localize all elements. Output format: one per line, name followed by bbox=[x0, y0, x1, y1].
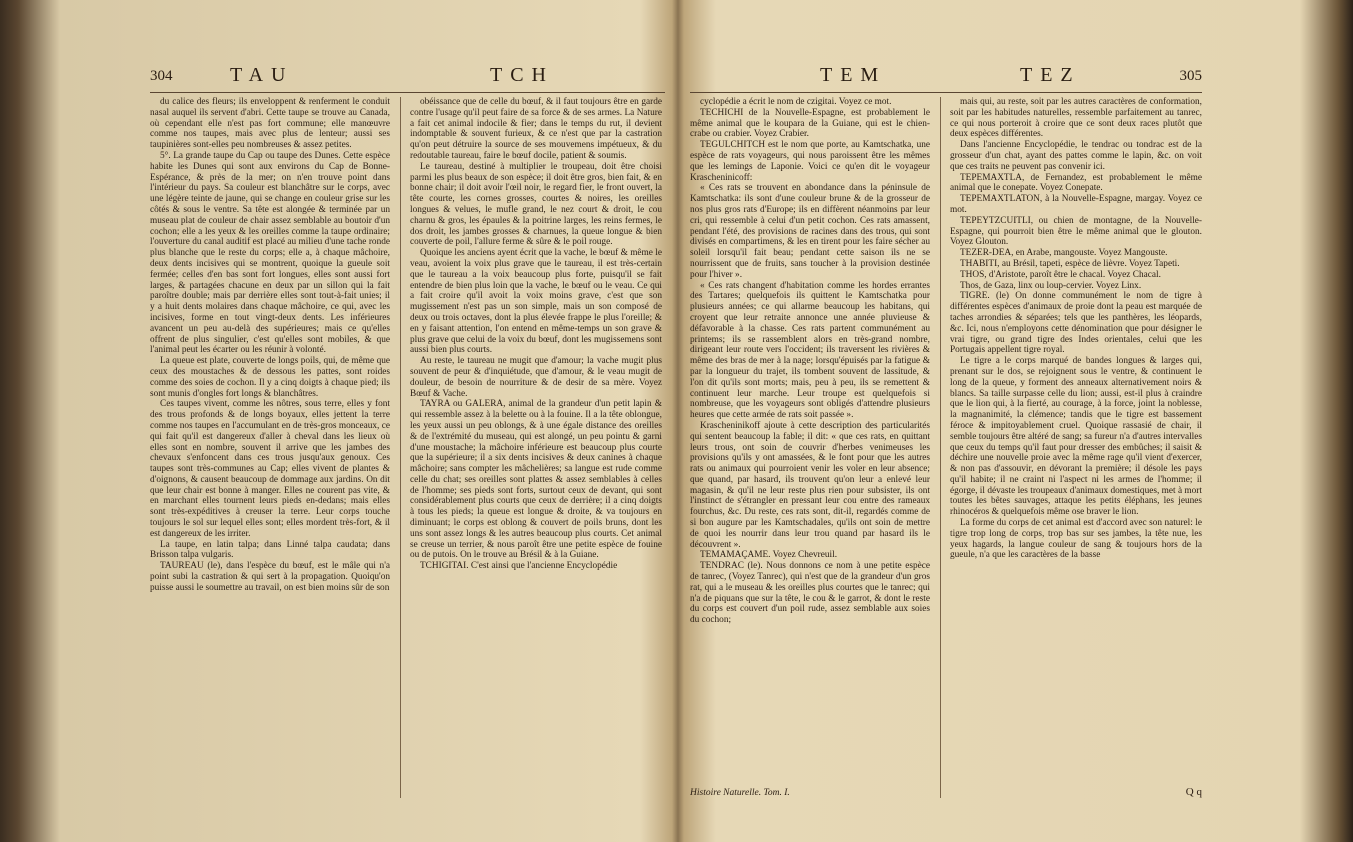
page-number: 304 bbox=[150, 68, 173, 84]
running-head bbox=[150, 64, 665, 90]
running-head bbox=[690, 64, 1202, 90]
paragraph: TAYRA ou GALERA, animal de la grandeur d'un petit lapin & qui ressemble assez à la belette ou à la fouine. Il a la tête oblongue, les yeux aussi un peu oblongs, & à une égale distance des oreilles & de l'extrémité du museau, qui est alongé, un peu pointu & garni d'une moustache; la mâchoire inférieure est beaucoup plus courte que la supérieure; il a six dents incisives & deux canines à chaque mâchoire; sans compter les mâchelières; sa langue est rude comme celle du chat; ses oreilles sont plattes & assez semblables à celles de l'homme; ses pieds sont forts, surtout ceux de devant, qui sont considérablement plus courts que ceux de derrière; il a cinq doigts à tous les pieds; la queue est longue & droite, & va toujours en diminuant; le corps est oblong & couvert de poils bruns, dont les uns sont assez longs & les autres beaucoup plus courts. Cet animal se creuse un terrier, & nous paroît être une petite espèce de fouine ou de putois. On le trouve au Brésil & à la Guiane. bbox=[410, 399, 662, 561]
paragraph: TECHICHI de la Nouvelle-Espagne, est probablement le même animal que le koupara de la Guiane, qui est le chien-crabe ou crabier. Voyez Crabier. bbox=[690, 107, 930, 140]
column-divider bbox=[400, 97, 401, 798]
signature-mark: Q q bbox=[1185, 786, 1202, 798]
right-page bbox=[690, 0, 1202, 842]
paragraph: « Ces rats changent d'habitation comme les hordes errantes des Tartares; quelquefois ils quittent le Kamtschatka pour plusieurs années; ce qui allarme beaucoup les habitans, qui croyent que leur retraite annonce une année pluvieuse & défavorable à la chasse. Ces rats partent communément au printems; ils se rassemblent alors en très-grand nombre, dirigeant leur route vers l'occident; ils traversent les rivières & même des bras de mer à la nage; lorsqu'épuisés par la fatigue & par la longueur du trajet, ils tombent souvent de lassitude, & l'on dit qu'ils sont morts; mais, peu à peu, ils se remettent & continuent leur marche. Leur troupe est quelquefois si nombreuse, que les voyageurs sont obligés d'attendre plusieurs heures que cette armée de rats soit passée ». bbox=[690, 280, 930, 421]
paragraph: TEPEYTZCUITLI, ou chien de montagne, de la Nouvelle-Espagne, qui pourroit bien être le même animal que le glouton. Voyez Glouton. bbox=[950, 215, 1202, 248]
column-left bbox=[690, 97, 930, 842]
paragraph: Le tigre a le corps marqué de bandes longues & larges qui, prenant sur le dos, se rejoignent sous le ventre, & continuent le long de la queue, y forment des anneaux alternativement noirs & blancs. Sa taille surpasse celle du lion; aussi, est-il plus à craindre que le lion qui, à la fierté, au courage, à la force, joint la noblesse, la magnanimité, la clémence; tandis que le tigre est bassement féroce & impitoyablement cruel. Quoique rassasié de chair, il semble toujours être altéré de sang; sa fureur n'a d'autres intervalles que ceux du temps qu'il faut pour dresser des embûches; il saisit & déchire une nouvelle proie avec la même rage qu'il vient d'exercer, & non pas d'assouvir, en dévorant la première; il désole les pays qu'il habite; il ne craint ni l'aspect ni les armes de l'homme; il égorge, il dévaste les troupeaux d'animaux domestiques, met à mort toutes les bêtes sauvages, attaque les petits éléphans, les jeunes rhinocéros & quelquefois même ose braver le lion. bbox=[950, 356, 1202, 518]
paragraph: Ces taupes vivent, comme les nôtres, sous terre, elles y font des trous profonds & de longs boyaux, elles jettent la terre comme nos taupes en l'accumulant en de très-gros monceaux, ce qui fait qu'il est dangereux d'aller à cheval dans les lieux où elles sont en nombre, souvent il arrive que les jambes des chevaux s'enfoncent dans ces trous jusqu'aux genoux. Ces taupes sont très-communes au Cap; elles vivent de plantes & d'oignons, & causent beaucoup de dommage aux jardins. On dit que leur chair est bonne à manger. Elles ne courent pas vite, & en marchant elles tournent leurs pieds en-dedans; mais elles sont très-expéditives à creuser la terre. Leur corps touche toujours le sol sur lequel elles sont; elles mordent très-fort, & il est dangereux de les irriter. bbox=[150, 399, 390, 539]
text-columns bbox=[690, 97, 1202, 842]
paragraph: Krascheninikoff ajoute à cette description des particularités qui sentent beaucoup la fable; il dit: « que ces rats, en quittant leurs trous, ont soin de couvrir d'herbes venimeuses les provisions qu'ils y ont amassées, & le font pour que les autres rats ou animaux qui pourroient venir les voler en leur absence; que quand, par hasard, ils trouvent qu'on leur a enlevé leur magasin, & qu'il ne leur reste plus rien pour subsister, ils ont l'instinct de s'étrangler en pressant leur cou entre des rameaux fourchus, &c. Du reste, ces rats sont, dit-il, regardés comme de si bon augure par les Kamtschadales, qu'ils ont soin de mettre de quoi les nourrir dans leur trou quand par hasard ils le découvrent ». bbox=[690, 420, 930, 550]
paragraph: du calice des fleurs; ils enveloppent & renferment le conduit nasal auquel ils servent d'abri. Cette taupe se trouve au Canada, où cependant elle n'est pas fort commune; elle manœuvre comme nos taupes, mais avec plus de lenteur; aussi ses taupinières sont-elles peu nombreuses & assez petites. bbox=[150, 97, 390, 151]
paragraph: TIGRE. (le) On donne communément le nom de tigre à différentes espèces d'animaux de proie dont la peau est marquée de taches arrondies & séparées; tels que les panthères, les léopards, &c. Ici, nous n'employons cette dénomination que pour désigner le vrai tigre, ou grand tigre des Indes orientales, celui que les Portugais appellent tigre royal. bbox=[950, 291, 1202, 356]
column-right bbox=[410, 97, 662, 842]
paragraph: TEGULCHITCH est le nom que porte, au Kamtschatka, une espèce de rats voyageurs, qui nous paroissent être les mêmes que les lemings de Laponie. Voici ce qu'en dit le voyageur Krascheninicoff: bbox=[690, 140, 930, 183]
paragraph: obéissance que de celle du bœuf, & il faut toujours être en garde contre l'usage qu'il peut faire de sa force & de ses armes. La Nature a fait cet animal indocile & fier; dans le temps du rut, il devient indomptable & souvent furieux, & ce n'est que par la castration qu'on peut détruire la source de ses mouvemens impétueux, & du redoutable taureau, faire le bœuf docile, patient & soumis. bbox=[410, 97, 662, 161]
column-left bbox=[150, 97, 390, 842]
paragraph: THABITI, au Brésil, tapeti, espèce de lièvre. Voyez Tapeti. bbox=[960, 258, 1180, 269]
paragraph: La forme du corps de cet animal est d'accord avec son naturel: le tigre trop long de corps, trop bas sur ses jambes, la tête nue, les yeux hagards, la langue couleur de sang & toujours hors de la gueule, n'a que les caractères de la basse bbox=[950, 518, 1202, 561]
header-rule bbox=[150, 92, 665, 93]
column-divider bbox=[940, 97, 941, 798]
page-number: 305 bbox=[1179, 68, 1202, 84]
paragraph: « Ces rats se trouvent en abondance dans la péninsule de Kamtschatka: ils sont d'une couleur brune & de la grosseur de nos plus gros rats d'Europe; ils en diffèrent néanmoins par leur cri, qui ressemble à celui d'un petit cochon. Ces rats amassent, pendant l'été, des provisions de racines dans des trous, qui sont divisés en compartimens, & les en tirent pour les faire sécher au soleil lorsqu'il fait beau; pendant cette saison ils ne se nourrissent que de fruits, sans toucher à la provision destinée pour l'hiver ». bbox=[690, 183, 930, 280]
headword-left: TEM bbox=[820, 64, 887, 86]
headword-right: TCH bbox=[490, 64, 554, 86]
paragraph: La queue est plate, couverte de longs poils, qui, de même que ceux des moustaches & de dessous les pattes, sont roides comme des soies de cochon. Il y a cinq doigts à chaque pied; ils sont munis d'ongles fort longs & blanchâtres. bbox=[150, 356, 390, 399]
headword-left: TAU bbox=[230, 64, 294, 86]
paragraph: TEMAMAÇAME. Voyez Chevreuil. bbox=[700, 550, 838, 561]
paragraph: TEZER-DEA, en Arabe, mangouste. Voyez Mangouste. bbox=[960, 248, 1168, 259]
paragraph: Dans l'ancienne Encyclopédie, le tendrac ou tondrac est de la grosseur d'un chat, ayant des pattes comme le lapin, &c. on voit que ces traits ne peuvent pas convenir ici. bbox=[950, 140, 1202, 172]
paragraph: cyclopédie a écrit le nom de czigitai. Voyez ce mot. bbox=[700, 97, 892, 107]
paragraph: TAUREAU (le), dans l'espèce du bœuf, est le mâle qui n'a point subi la castration & qui sert à la propagation. Quoiqu'on puisse aussi le soumettre au travail, on est bien moins sûr de son bbox=[150, 561, 390, 593]
paragraph: TENDRAC (le). Nous donnons ce nom à une petite espèce de tanrec, (Voyez Tanrec), qui n'est que de la grandeur d'un gros rat, qui a le museau & les oreilles plus courtes que le tanrec; qui n'a de piquans que sur la tête, le cou & le garrot, & dont le reste du corps est couvert d'un poil rude, assez semblable aux soies du cochon; bbox=[690, 561, 930, 626]
headword-right: TEZ bbox=[1020, 64, 1081, 86]
paragraph: TEPEMAXTLA, de Fernandez, est probablement le même animal que le conepate. Voyez Conepate. bbox=[950, 172, 1202, 194]
header-rule bbox=[690, 92, 1202, 93]
paragraph: THOS, d'Aristote, paroît être le chacal. Voyez Chacal. bbox=[960, 269, 1161, 280]
paragraph: Au reste, le taureau ne mugit que d'amour; la vache mugit plus souvent de peur & d'inquiétude, que d'amour, & le veau mugit de douleur, de besoin de nourriture & de desir de sa mère. Voyez Bœuf & Vache. bbox=[410, 356, 662, 399]
paragraph: Thos, de Gaza, linx ou loup-cervier. Voyez Linx. bbox=[960, 280, 1142, 291]
column-right bbox=[950, 97, 1202, 842]
paragraph: TCHIGITAI. C'est ainsi que l'ancienne Encyclopédie bbox=[420, 561, 618, 572]
paragraph: TEPEMAXTLATON, à la Nouvelle-Espagne, margay. Voyez ce mot. bbox=[950, 194, 1202, 215]
footer-volume: Histoire Naturelle. Tom. I. bbox=[690, 788, 790, 798]
paragraph: La taupe, en latin talpa; dans Linné talpa caudata; dans Brisson talpa vulgaris. bbox=[150, 539, 390, 561]
paragraph: 5°. La grande taupe du Cap ou taupe des Dunes. Cette espèce habite les Dunes qui sont aux environs du Cap de Bonne-Espérance, & près de la mer; on n'en trouve point dans l'intérieur du pays. Sa couleur est blanchâtre sur le corps, avec une légère teinte de jaune, qui se change en couleur grise sur les côtés & sous le ventre. Sa tête est alongée & terminée par un museau plat de couleur de chair assez semblable au boutoir d'un cochon; elle a les yeux & les oreilles comme la taupe ordinaire; l'ouverture du canal auditif est placé au milieu d'une tache ronde plus blanche que le reste du corps; elle a, à chaque mâchoire, deux dents incisives qui se montrent, quoique la gueule soit fermée; celles d'en bas sont fort longues, elles sont aussi fort larges, & partagées chacune en deux par un sillon qui la fait paroître double; mais par derrière elles sont tout-à-fait unies; il y a huit dents molaires dans chaque mâchoire, ce qui, avec les incisives, forme en tout vingt-deux dents. Les inférieures avancent un peu au-delà des supérieures; mais ce qu'elles offrent de plus singulier, c'est qu'elles sont mobiles, & que l'animal peut les écarter ou les réunir à volonté. bbox=[150, 150, 390, 356]
paragraph: Quoique les anciens ayent écrit que la vache, le bœuf & même le veau, avoient la voix plus grave que le taureau, il est très-certain que le taureau a la voix beaucoup plus forte, puisqu'il se fait entendre de bien plus loin que la vache, le bœuf ou le veau. Ce qui a fait croire qu'il avoit la voix moins grave, c'est que son mugissement n'est pas un son simple, mais un son composé de deux ou trois octaves, dont la plus élevée frappe le plus l'oreille; & en y faisant attention, l'on entend en même-temps un son grave & plus grave que celui de la voix du bœuf, dont les mugissemens sont aussi bien plus courts. bbox=[410, 248, 662, 356]
text-columns bbox=[150, 97, 665, 842]
left-page bbox=[150, 0, 665, 842]
paragraph: mais qui, au reste, soit par les autres caractères de conformation, soit par les habitudes naturelles, ressemble parfaitement au tanrec, ce qui nous porteroit à croire que ce sont deux races plutôt que deux espèces différentes. bbox=[950, 97, 1202, 140]
paragraph: Le taureau, destiné à multiplier le troupeau, doit être choisi parmi les plus beaux de son espèce; il doit être gros, bien fait, & en bonne chair; il doit avoir l'œil noir, le regard fier, le front ouvert, la tête courte, les cornes grosses, courtes & noires, les oreilles longues & velues, le mufle grand, le nez court & droit, le cou charnu & gros, les épaules & la poitrine larges, les reins fermes, le dos droit, les jambes grosses & charnues, la queue longue & bien couverte de poil, l'allure ferme & sûre & le poil rouge. bbox=[410, 161, 662, 248]
